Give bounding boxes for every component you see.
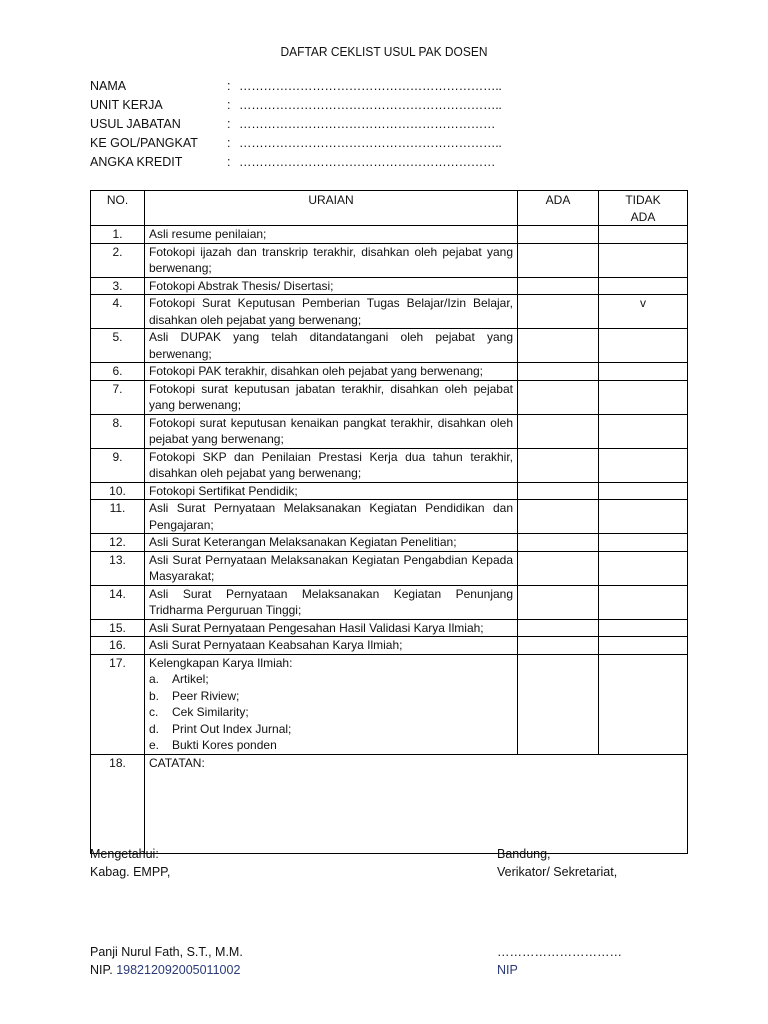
ada-cell[interactable]: [518, 637, 599, 655]
row-number: 5.: [91, 329, 145, 363]
table-header-row: [91, 191, 688, 226]
tidak-ada-cell[interactable]: [599, 414, 688, 448]
ada-cell[interactable]: [518, 500, 599, 534]
row-description: Fotokopi Abstrak Thesis/ Disertasi;: [145, 277, 518, 295]
table-row: [91, 226, 688, 244]
identity-fields: [90, 77, 502, 172]
signature-right: [497, 845, 617, 881]
header-uraian: URAIAN: [145, 191, 518, 226]
table-row: [91, 295, 688, 329]
position-left: Kabag. EMPP,: [90, 865, 171, 879]
field-colon: :: [227, 136, 231, 150]
row-number: 15.: [91, 619, 145, 637]
table-row: [91, 619, 688, 637]
ada-cell[interactable]: [518, 448, 599, 482]
list-item-text: Bukti Kores ponden: [172, 738, 277, 752]
position-right: Verikator/ Sekretariat,: [497, 865, 618, 879]
row-description: Fotokopi surat keputusan kenaikan pangkat terakhir, disahkan oleh pejabat yang berwenang;: [145, 414, 518, 448]
row-description: Asli Surat Pernyataan Pengesahan Hasil Validasi Karya Ilmiah;: [145, 619, 518, 637]
ada-cell[interactable]: [518, 277, 599, 295]
tidak-ada-cell[interactable]: [599, 551, 688, 585]
table-row: [91, 585, 688, 619]
field-blank[interactable]: ………………………………………………………..: [239, 79, 502, 93]
list-item: [149, 671, 513, 688]
field-colon: :: [227, 98, 231, 112]
row-description: Asli DUPAK yang telah ditandatangani oleh pejabat yang berwenang;: [145, 329, 518, 363]
table-row: [91, 754, 688, 853]
signer-nip: [90, 961, 243, 979]
row-description: Asli resume penilaian;: [145, 226, 518, 244]
row-number: 3.: [91, 277, 145, 295]
tidak-ada-cell[interactable]: [599, 243, 688, 277]
notes-label: CATATAN:: [149, 755, 205, 770]
row-description: Asli Surat Pernyataan Melaksanakan Kegiatan Pendidikan dan Pengajaran;: [145, 500, 518, 534]
row-description: Fotokopi PAK terakhir, disahkan oleh pejabat yang berwenang;: [145, 363, 518, 381]
list-item-text: Print Out Index Jurnal;: [172, 721, 292, 736]
row-description: Asli Surat Pernyataan Keabsahan Karya Ilmiah;: [145, 637, 518, 655]
list-item-text: Peer Riview;: [172, 688, 240, 703]
row-number: 17.: [91, 654, 145, 754]
row-number: 1.: [91, 226, 145, 244]
notes-cell[interactable]: [145, 754, 688, 853]
field-label: KE GOL/PANGKAT: [90, 136, 198, 150]
ada-cell[interactable]: [518, 534, 599, 552]
tidak-ada-cell[interactable]: [599, 329, 688, 363]
nip-number: 198212092005011002: [116, 963, 241, 977]
list-item-text: Artikel;: [172, 672, 209, 686]
table-row: [91, 414, 688, 448]
list-item-key: d.: [149, 721, 160, 736]
list-item: [149, 721, 513, 738]
list-item-key: c.: [149, 705, 159, 719]
table-row: [91, 329, 688, 363]
table-row: [91, 243, 688, 277]
row-description: Fotokopi ijazah dan transkrip terakhir, disahkan oleh pejabat yang berwenang;: [145, 243, 518, 277]
header-tidak-ada-line1: TIDAK: [625, 193, 661, 207]
nip-label: NIP.: [90, 963, 113, 977]
signature-right-name-block: [497, 943, 622, 979]
table-row: [91, 380, 688, 414]
row-number: 13.: [91, 551, 145, 585]
ada-cell[interactable]: [518, 414, 599, 448]
field-colon: :: [227, 79, 231, 93]
table-row: [91, 482, 688, 500]
ada-cell[interactable]: [518, 654, 599, 754]
field-colon: :: [227, 117, 231, 131]
row-description: [145, 654, 518, 754]
header-tidak-ada: [599, 191, 688, 226]
table-row: [91, 534, 688, 552]
list-item: [149, 688, 513, 705]
signature-left-name-block: [90, 943, 243, 979]
list-item-key: a.: [149, 672, 160, 686]
table-row: [91, 277, 688, 295]
table-row: [91, 363, 688, 381]
row-17-heading: Kelengkapan Karya Ilmiah:: [149, 655, 293, 670]
tidak-ada-cell[interactable]: [599, 534, 688, 552]
row-description: Fotokopi Surat Keputusan Pemberian Tugas Belajar/Izin Belajar, disahkan oleh pejabat yang berwenang;: [145, 295, 518, 329]
acknowledged-label: Mengetahui:: [90, 847, 159, 861]
ada-cell[interactable]: [518, 363, 599, 381]
row-description: Asli Surat Pernyataan Melaksanakan Kegiatan Penunjang Tridharma Perguruan Tinggi;: [145, 585, 518, 619]
tidak-ada-cell[interactable]: [599, 448, 688, 482]
tidak-ada-cell[interactable]: [599, 500, 688, 534]
row-description: Asli Surat Keterangan Melaksanakan Kegiatan Penelitian;: [145, 534, 518, 552]
row-number: 12.: [91, 534, 145, 552]
table-row: [91, 637, 688, 655]
row-number: 6.: [91, 363, 145, 381]
ada-cell[interactable]: [518, 585, 599, 619]
field-label: ANGKA KREDIT: [90, 155, 183, 169]
field-nama: [90, 77, 502, 96]
ada-cell[interactable]: [518, 295, 599, 329]
header-no: NO.: [91, 191, 145, 226]
field-colon: :: [227, 155, 231, 169]
header-ada: ADA: [518, 191, 599, 226]
row-number: 7.: [91, 380, 145, 414]
table-row: [91, 654, 688, 754]
ada-cell[interactable]: [518, 243, 599, 277]
table-row: [91, 448, 688, 482]
list-item-key: e.: [149, 738, 160, 752]
table-row: [91, 500, 688, 534]
field-label: UNIT KERJA: [90, 98, 163, 112]
signer-name: Panji Nurul Fath, S.T., M.M.: [90, 945, 243, 959]
header-tidak-ada-line2: ADA: [630, 209, 656, 224]
tidak-ada-cell[interactable]: [599, 654, 688, 754]
document-title: DAFTAR CEKLIST USUL PAK DOSEN: [280, 44, 488, 59]
tidak-ada-cell[interactable]: [599, 482, 688, 500]
signature-left: [90, 845, 170, 881]
ada-cell[interactable]: [518, 380, 599, 414]
field-unit-kerja: [90, 96, 502, 115]
field-angka-kredit: [90, 153, 502, 172]
tidak-ada-cell[interactable]: [599, 380, 688, 414]
row-description: Asli Surat Pernyataan Melaksanakan Kegiatan Pengabdian Kepada Masyarakat;: [145, 551, 518, 585]
row-number: 2.: [91, 243, 145, 277]
ada-cell[interactable]: [518, 482, 599, 500]
row-number: 18.: [91, 754, 145, 853]
row-description: Fotokopi SKP dan Penilaian Prestasi Kerja dua tahun terakhir, disahkan oleh pejabat yang berwenang;: [145, 448, 518, 482]
ada-cell[interactable]: [518, 551, 599, 585]
tidak-ada-cell[interactable]: [599, 637, 688, 655]
field-blank[interactable]: ………………………………………………………: [239, 117, 496, 131]
row-description: Fotokopi Sertifikat Pendidik;: [145, 482, 518, 500]
table-row: [91, 551, 688, 585]
field-usul-jabatan: [90, 115, 502, 134]
tidak-ada-cell[interactable]: [599, 585, 688, 619]
field-blank[interactable]: ………………………………………………………: [239, 155, 496, 169]
row-number: 10.: [91, 482, 145, 500]
row-number: 8.: [91, 414, 145, 448]
ada-cell[interactable]: [518, 226, 599, 244]
row-number: 14.: [91, 585, 145, 619]
field-label: NAMA: [90, 79, 127, 93]
tidak-ada-cell[interactable]: [599, 277, 688, 295]
tidak-ada-cell[interactable]: [599, 226, 688, 244]
field-ke-gol-pangkat: [90, 134, 502, 153]
tidak-ada-cell[interactable]: [599, 619, 688, 637]
ada-cell[interactable]: [518, 329, 599, 363]
row-number: 9.: [91, 448, 145, 482]
list-item: [149, 737, 513, 754]
city-label: Bandung,: [497, 847, 551, 861]
list-item-text: Cek Similarity;: [172, 705, 249, 719]
ada-cell[interactable]: [518, 619, 599, 637]
row-number: 11.: [91, 500, 145, 534]
tidak-ada-cell[interactable]: [599, 363, 688, 381]
verifier-name-blank[interactable]: …………………………: [497, 945, 622, 959]
verifier-nip-label: NIP: [497, 963, 518, 977]
field-label: USUL JABATAN: [90, 117, 181, 131]
list-item-key: b.: [149, 688, 160, 703]
row-number: 16.: [91, 637, 145, 655]
row-description: Fotokopi surat keputusan jabatan terakhir, disahkan oleh pejabat yang berwenang;: [145, 380, 518, 414]
field-blank[interactable]: ………………………………………………………..: [239, 136, 502, 150]
row-number: 4.: [91, 295, 145, 329]
checklist-table: [90, 190, 688, 854]
tidak-ada-cell[interactable]: v: [599, 295, 688, 329]
field-blank[interactable]: ………………………………………………………..: [239, 98, 502, 112]
list-item: [149, 704, 513, 721]
